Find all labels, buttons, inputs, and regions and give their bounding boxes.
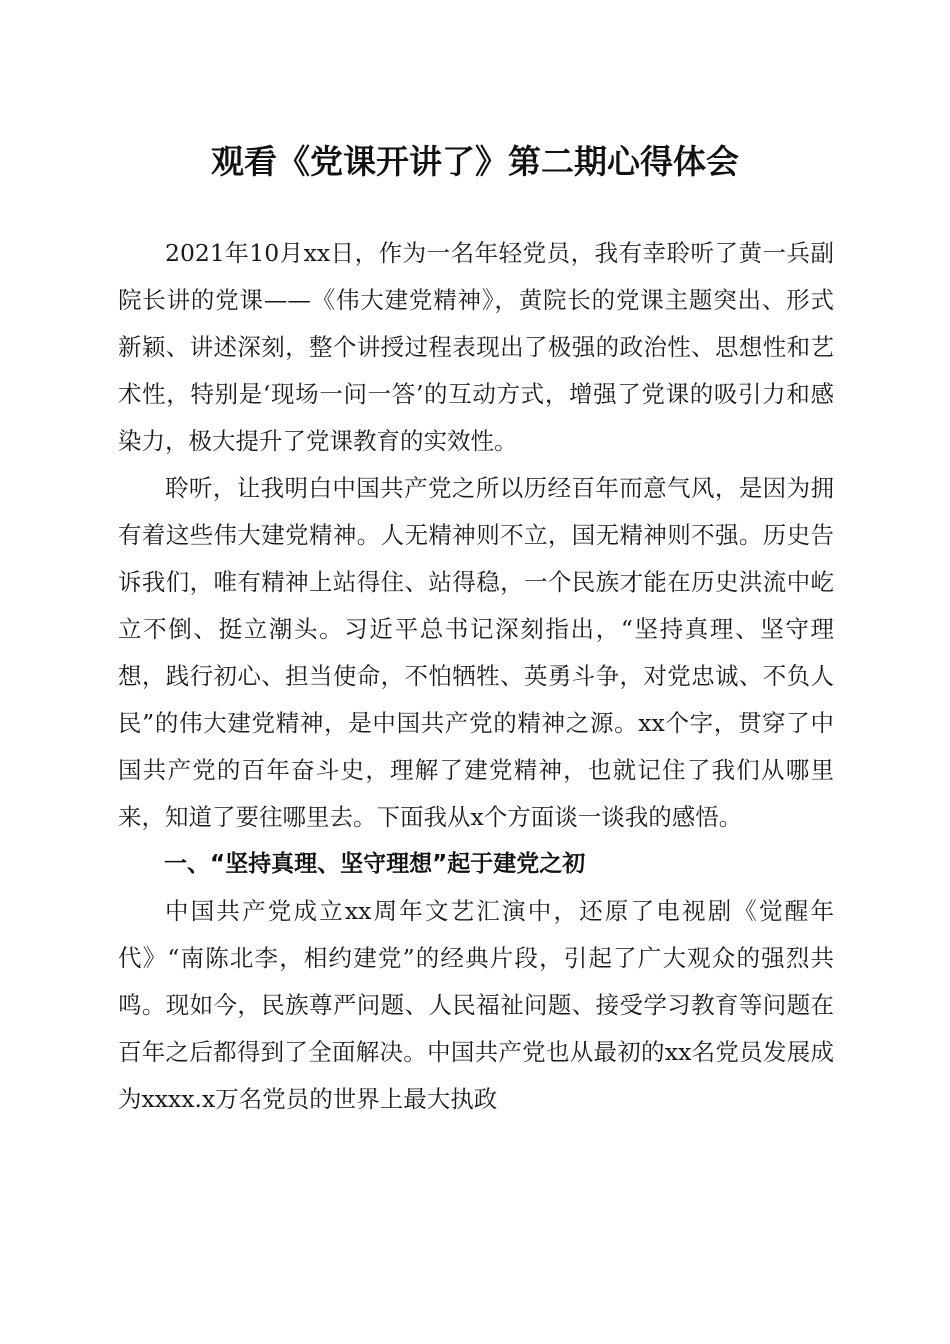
paragraph-reflection: 聆听，让我明白中国共产党之所以历经百年而意气风，是因为拥有着这些伟大建党精神。人无精神则不立，国无精神则不强。历史告诉我们，唯有精神上站得住、站得稳，一个民族才能在历史洪流中屹立不倒、挺立潮头。习近平总书记深刻指出，“坚持真理、坚守理想，践行初心、担当使命，不怕牺牲、英勇斗争，对党忠诚、不负人民”的伟大建党精神，是中国共产党的精神之源。xx个字，贯穿了中国共产党的百年奋斗史，理解了建党精神，也就记住了我们从哪里来，知道了要往哪里去。下面我从x个方面谈一谈我的感悟。	[118, 474, 834, 831]
paragraph-intro: 2021年10月xx日，作为一名年轻党员，我有幸聆听了黄一兵副院长讲的党课——《伟大建党精神》，黄院长的党课主题突出、形式新颖、讲述深刻，整个讲授过程表现出了极强的政治性、思想性和艺术性，特别是‘现场一问一答’的互动方式，增强了党课的吸引力和感染力，极大提升了党课教育的实效性。	[118, 239, 834, 455]
document-body	[118, 230, 834, 1123]
document-title: 观看《党课开讲了》第二期心得体会	[211, 142, 739, 181]
section-heading-1: 一、“坚持真理、坚守理想”起于建党之初	[164, 851, 586, 877]
paragraph-section-1: 中国共产党成立xx周年文艺汇演中，还原了电视剧《觉醒年代》“南陈北李，相约建党”的经典片段，引起了广大观众的强烈共鸣。现如今，民族尊严问题、人民福祉问题、接受学习教育等问题在百年之后都得到了全面解决。中国共产党也从最初的xx名党员发展成为xxxx.x万名党员的世界上最大执政	[118, 897, 834, 1113]
